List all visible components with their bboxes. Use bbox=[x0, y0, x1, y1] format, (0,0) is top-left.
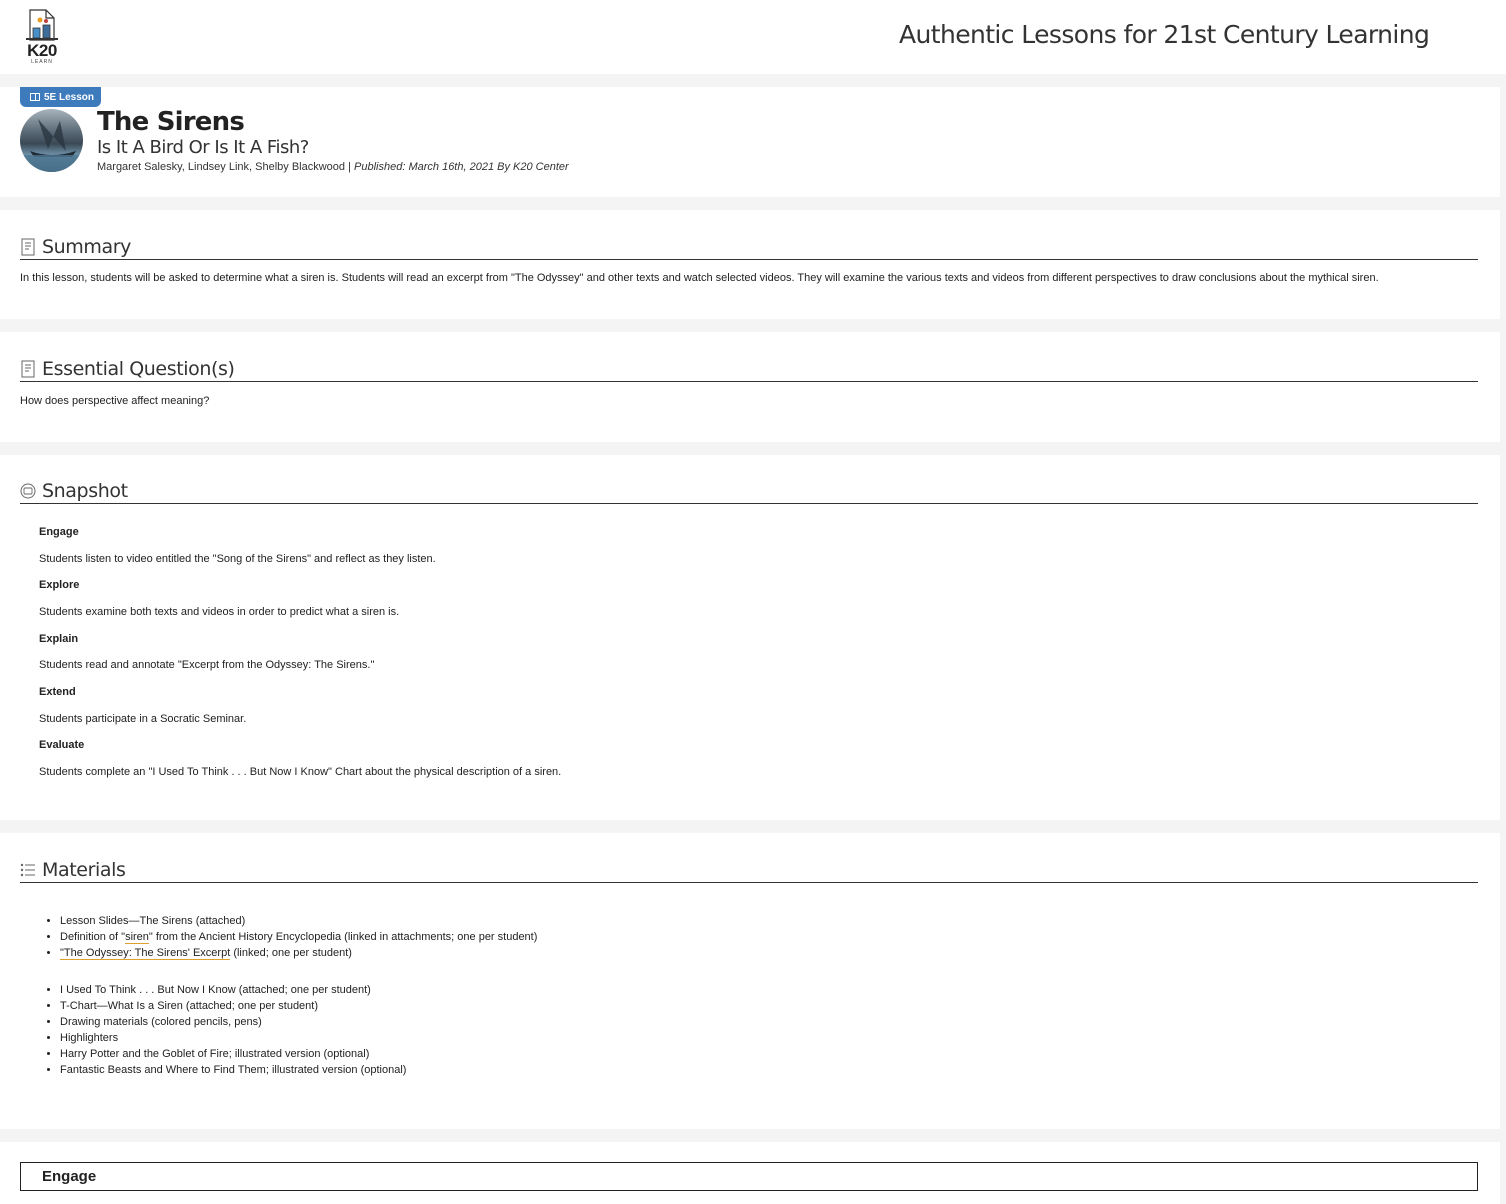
byline-separator: | bbox=[348, 161, 351, 173]
lesson-thumbnail bbox=[20, 109, 83, 172]
list-item: • T-Chart—What Is a Siren (attached; one per student) bbox=[60, 998, 406, 1014]
snapshot-explain-title: Explain bbox=[39, 633, 79, 645]
summary-section bbox=[0, 210, 1500, 319]
essential-questions-header bbox=[20, 358, 1478, 382]
snapshot-heading: Snapshot bbox=[42, 480, 128, 502]
logo-text: K20 bbox=[27, 41, 57, 60]
siren-link[interactable]: siren bbox=[125, 931, 149, 943]
summary-header bbox=[20, 236, 1478, 260]
snapshot-explore-title: Explore bbox=[39, 579, 80, 591]
snapshot-evaluate-title: Evaluate bbox=[39, 739, 85, 751]
top-bar bbox=[0, 0, 1506, 74]
document-icon bbox=[20, 238, 36, 256]
materials-header bbox=[20, 859, 1478, 883]
summary-heading: Summary bbox=[42, 236, 132, 258]
snapshot-engage-title: Engage bbox=[39, 526, 79, 538]
snapshot-evaluate-text: Students complete an "I Used To Think . . . But Now I Know" Chart about the physical description of a siren. bbox=[39, 766, 562, 778]
list-item bbox=[60, 945, 537, 961]
list-icon bbox=[20, 861, 36, 879]
snapshot-engage-text: Students listen to video entitled the "Song of the Sirens" and reflect as they listen. bbox=[39, 553, 436, 565]
materials-heading: Materials bbox=[42, 859, 126, 881]
camera-icon bbox=[20, 482, 36, 500]
snapshot-section bbox=[0, 455, 1500, 820]
logo-subtext: LEARN bbox=[31, 59, 53, 65]
essential-questions-section bbox=[0, 332, 1500, 442]
authors: Margaret Salesky, Lindsey Link, Shelby Blackwood bbox=[97, 161, 346, 173]
materials-list-primary bbox=[60, 913, 537, 961]
definition-suffix: " from the Ancient History Encyclopedia (linked in attachments; one per student) bbox=[148, 931, 538, 943]
definition-prefix: Definition of " bbox=[60, 931, 126, 943]
lesson-subtitle: Is It A Bird Or Is It A Fish? bbox=[97, 137, 309, 158]
odyssey-excerpt-link[interactable]: "The Odyssey: The Sirens' Excerpt bbox=[60, 947, 231, 959]
snapshot-explain-text: Students read and annotate "Excerpt from the Odyssey: The Sirens." bbox=[39, 659, 375, 671]
essential-question-text: How does perspective affect meaning? bbox=[20, 395, 210, 407]
lesson-byline bbox=[97, 161, 569, 173]
materials-list-secondary bbox=[60, 982, 406, 1078]
ship-illustration bbox=[20, 109, 83, 172]
lesson-title: The Sirens bbox=[97, 107, 245, 137]
lesson-type-badge bbox=[20, 87, 101, 107]
list-item: • Drawing materials (colored pencils, pens) bbox=[60, 1014, 406, 1030]
list-item bbox=[60, 929, 537, 945]
list-item: • Harry Potter and the Goblet of Fire; illustrated version (optional) bbox=[60, 1046, 406, 1062]
essential-questions-heading: Essential Question(s) bbox=[42, 358, 235, 380]
published-info: Published: March 16th, 2021 By K20 Center bbox=[354, 161, 569, 173]
book-icon bbox=[30, 93, 40, 101]
snapshot-extend-text: Students participate in a Socratic Seminar. bbox=[39, 713, 247, 725]
logo-icon bbox=[22, 8, 62, 42]
materials-section bbox=[0, 833, 1500, 1129]
k20-logo[interactable] bbox=[22, 8, 62, 64]
snapshot-explore-text: Students examine both texts and videos in order to predict what a siren is. bbox=[39, 606, 400, 618]
lesson-header bbox=[0, 87, 1500, 197]
list-item: • Highlighters bbox=[60, 1030, 406, 1046]
document-icon bbox=[20, 360, 36, 378]
summary-text: In this lesson, students will be asked to determine what a siren is. Students will read an excerpt from "The Odyssey" and other texts and watch selected videos. They will examine the various texts and videos from different perspectives to draw conclusions about the mythical siren. bbox=[20, 272, 1379, 284]
list-item: • I Used To Think . . . But Now I Know (attached; one per student) bbox=[60, 982, 406, 998]
site-tagline: Authentic Lessons for 21st Century Learning bbox=[899, 20, 1430, 49]
list-item: • Lesson Slides—The Sirens (attached) bbox=[60, 913, 537, 929]
badge-label: 5E Lesson bbox=[44, 91, 95, 103]
snapshot-header bbox=[20, 480, 1478, 504]
engage-heading: Engage bbox=[42, 1168, 97, 1185]
snapshot-extend-title: Extend bbox=[39, 686, 76, 698]
engage-section-header[interactable] bbox=[20, 1162, 1478, 1191]
list-item: • Fantastic Beasts and Where to Find Them; illustrated version (optional) bbox=[60, 1062, 406, 1078]
odyssey-excerpt-suffix: (linked; one per student) bbox=[230, 947, 352, 959]
